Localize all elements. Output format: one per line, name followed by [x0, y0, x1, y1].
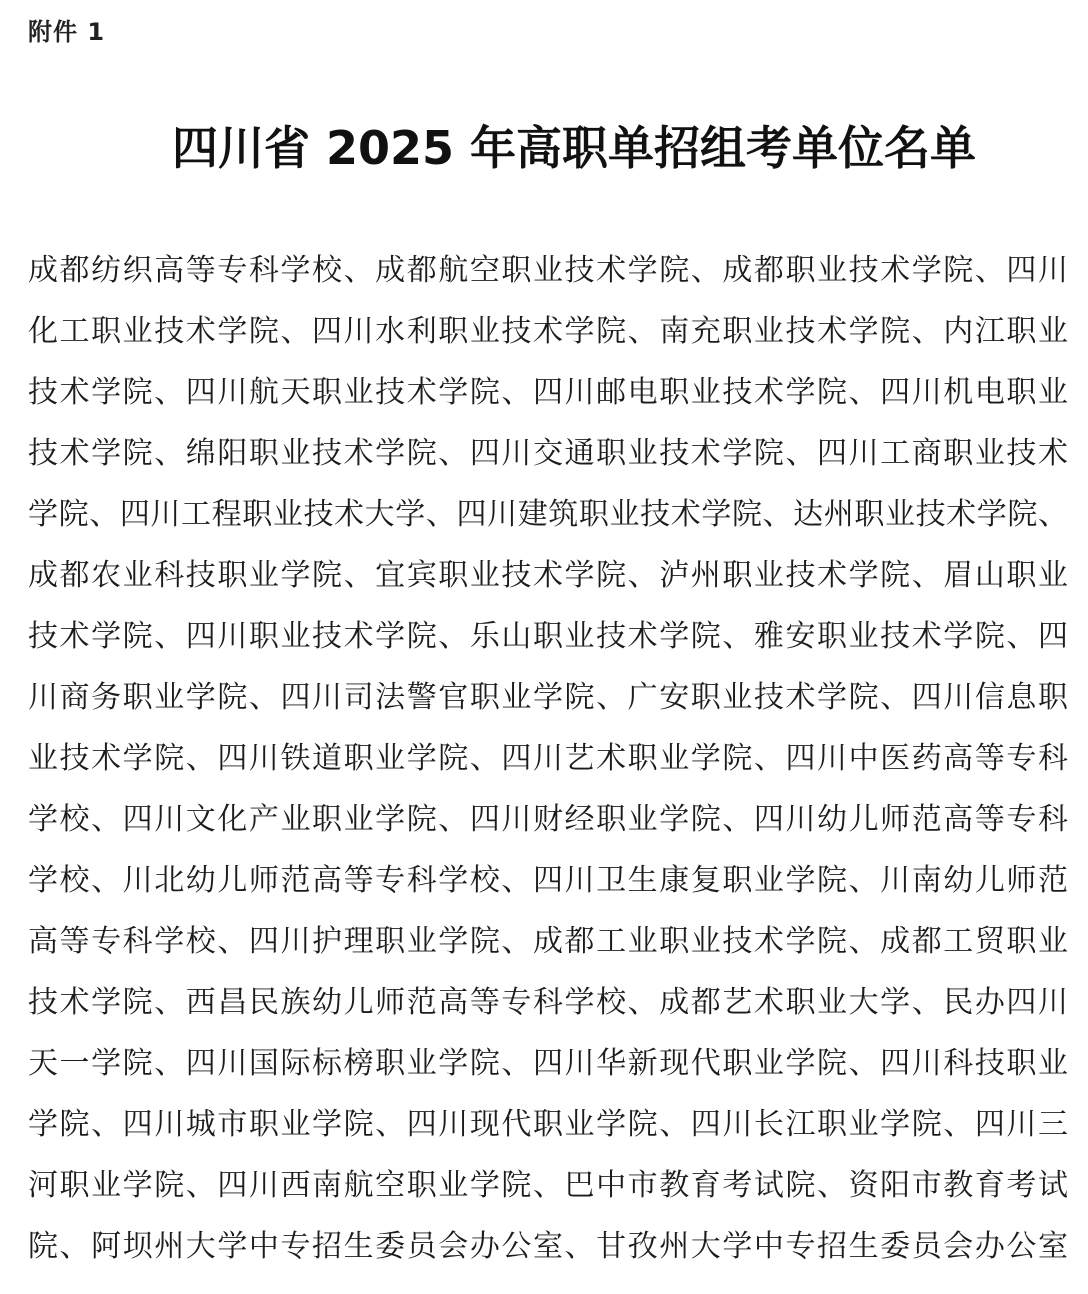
text-line: 学校、四川文化产业职业学院、四川财经职业学院、四川幼儿师范高等专科	[28, 802, 1068, 837]
document-body	[28, 240, 1068, 1277]
text-line: 成都纺织高等专科学校、成都航空职业技术学院、成都职业技术学院、四川	[28, 253, 1068, 288]
document-title: 四川省 2025 年高职单招组考单位名单	[172, 121, 977, 175]
text-line: 技术学院、四川航天职业技术学院、四川邮电职业技术学院、四川机电职业	[28, 375, 1068, 410]
text-line: 技术学院、西昌民族幼儿师范高等专科学校、成都艺术职业大学、民办四川	[28, 985, 1068, 1020]
text-line: 天一学院、四川国际标榜职业学院、四川华新现代职业学院、四川科技职业	[28, 1046, 1068, 1081]
text-line: 院、阿坝州大学中专招生委员会办公室、甘孜州大学中专招生委员会办公室	[28, 1229, 1068, 1264]
text-line: 成都农业科技职业学院、宜宾职业技术学院、泸州职业技术学院、眉山职业	[28, 558, 1068, 593]
text-line: 技术学院、四川职业技术学院、乐山职业技术学院、雅安职业技术学院、四	[28, 619, 1068, 654]
text-line: 川商务职业学院、四川司法警官职业学院、广安职业技术学院、四川信息职	[28, 680, 1068, 715]
text-line: 技术学院、绵阳职业技术学院、四川交通职业技术学院、四川工商职业技术	[28, 436, 1068, 471]
text-line: 高等专科学校、四川护理职业学院、成都工业职业技术学院、成都工贸职业	[28, 924, 1068, 959]
text-line: 业技术学院、四川铁道职业学院、四川艺术职业学院、四川中医药高等专科	[28, 741, 1068, 776]
text-line: 学院、四川城市职业学院、四川现代职业学院、四川长江职业学院、四川三	[28, 1107, 1068, 1142]
text-line: 学院、四川工程职业技术大学、四川建筑职业技术学院、达州职业技术学院、	[28, 497, 1068, 532]
text-line: 化工职业技术学院、四川水利职业技术学院、南充职业技术学院、内江职业	[28, 314, 1068, 349]
text-line: 学校、川北幼儿师范高等专科学校、四川卫生康复职业学院、川南幼儿师范	[28, 863, 1068, 898]
attachment-label: 附件 1	[28, 18, 106, 46]
text-line: 河职业学院、四川西南航空职业学院、巴中市教育考试院、资阳市教育考试	[28, 1168, 1068, 1203]
